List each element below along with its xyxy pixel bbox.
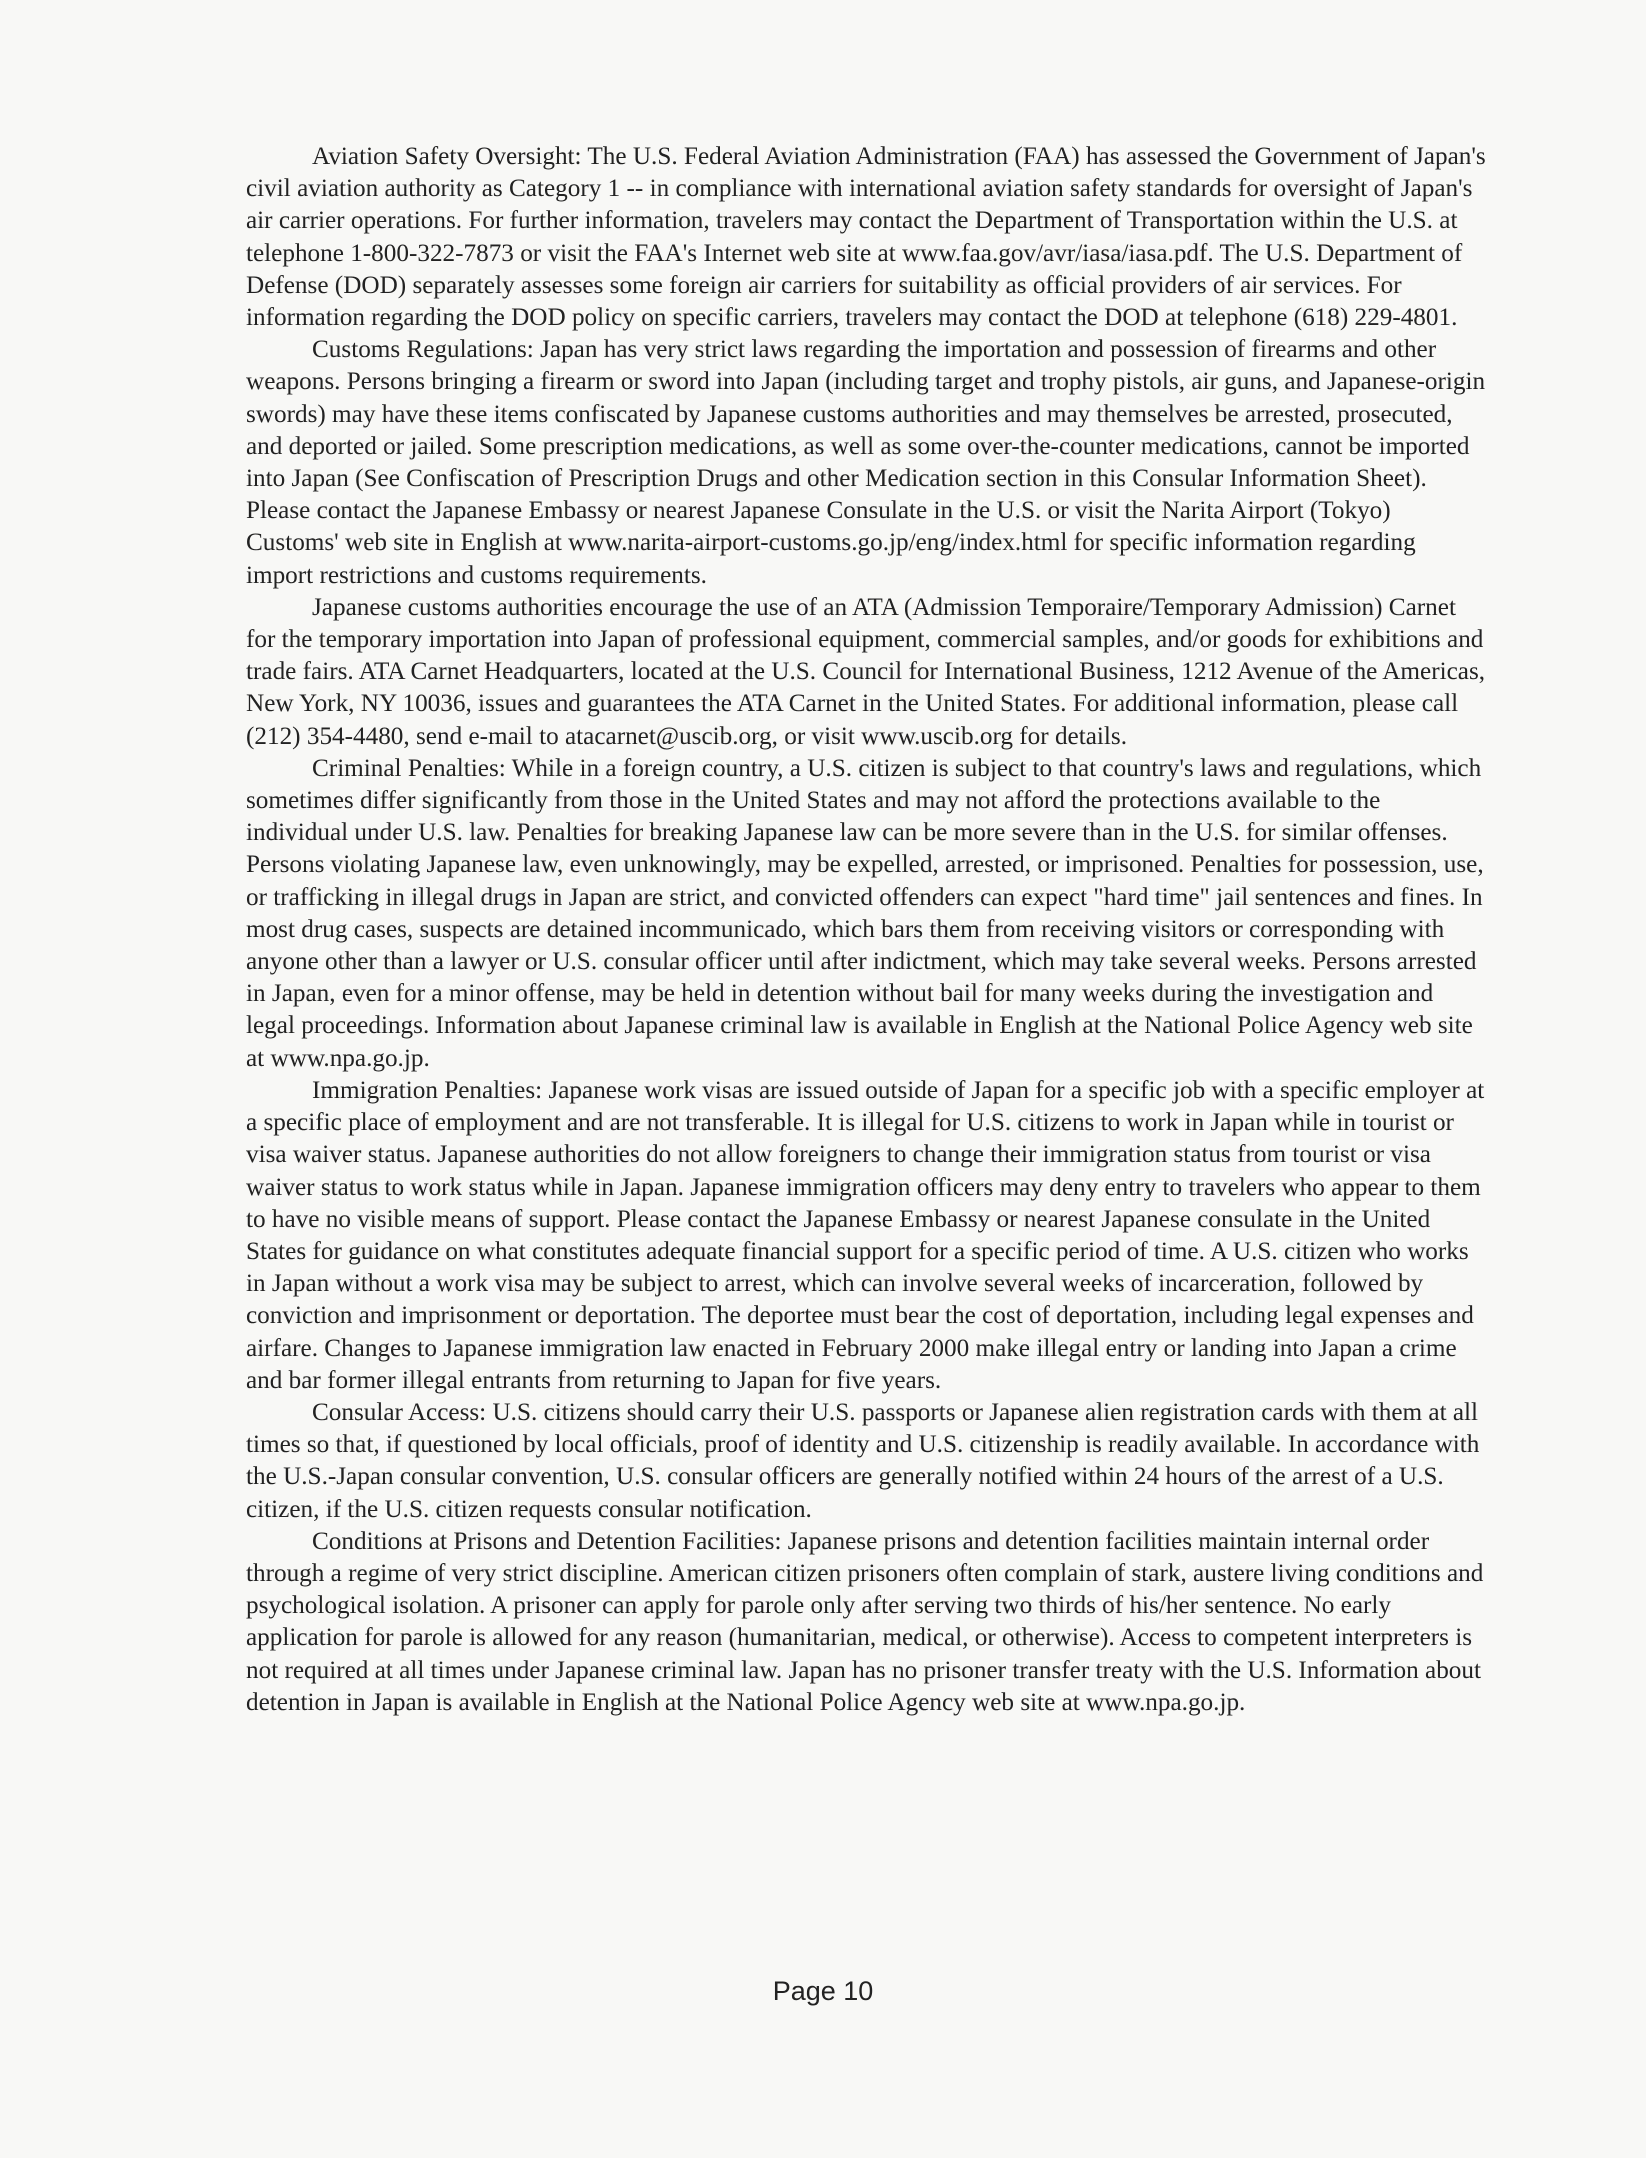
body-text [246, 141, 1486, 1719]
page-number: Page 10 [772, 1976, 874, 2006]
paragraph-criminal-penalties: Criminal Penalties: While in a foreign country, a U.S. citizen is subject to that country's laws and regulations, which sometimes differ significantly from those in the United States and may not afford the protections available to the individual under U.S. law. Penalties for breaking Japanese law can be more severe than in the U.S. for similar offenses. Persons violating Japanese law, even unknowingly, may be expelled, arrested, or imprisoned. Penalties for possession, use, or trafficking in illegal drugs in Japan are strict, and convicted offenders can expect "hard time" jail sentences and fines. In most drug cases, suspects are detained incommunicado, which bars them from receiving visitors or corresponding with anyone other than a lawyer or U.S. consular officer until after indictment, which may take several weeks. Persons arrested in Japan, even for a minor offense, may be held in detention without bail for many weeks during the investigation and legal proceedings. Information about Japanese criminal law is available in English at the National Police Agency web site at www.npa.go.jp. [246, 754, 1484, 1072]
paragraph-ata-carnet: Japanese customs authorities encourage the use of an ATA (Admission Temporaire/Temporary Admission) Carnet for the temporary importation into Japan of professional equipment, commercial samples, and/or goods for exhibitions and trade fairs. ATA Carnet Headquarters, located at the U.S. Council for International Business, 1212 Avenue of the Americas, New York, NY 10036, issues and guarantees the ATA Carnet in the United States. For additional information, please call (212) 354-4480, send e-mail to atacarnet@uscib.org, or visit www.uscib.org for details. [246, 593, 1486, 750]
paragraph-prison-conditions: Conditions at Prisons and Detention Facilities: Japanese prisons and detention facilities maintain internal order through a regime of very strict discipline. American citizen prisoners often complain of stark, austere living conditions and psychological isolation. A prisoner can apply for parole only after serving two thirds of his/her sentence. No early application for parole is allowed for any reason (humanitarian, medical, or otherwise). Access to competent interpreters is not required at all times under Japanese criminal law. Japan has no prisoner transfer treaty with the U.S. Information about detention in Japan is available in English at the National Police Agency web site at www.npa.go.jp. [246, 1527, 1484, 1716]
paragraph-immigration-penalties: Immigration Penalties: Japanese work visas are issued outside of Japan for a specific job with a specific employer at a specific place of employment and are not transferable. It is illegal for U.S. citizens to work in Japan while in tourist or visa waiver status. Japanese authorities do not allow foreigners to change their immigration status from tourist or visa waiver status to work status while in Japan. Japanese immigration officers may deny entry to travelers who appear to them to have no visible means of support. Please contact the Japanese Embassy or nearest Japanese consulate in the United States for guidance on what constitutes adequate financial support for a specific period of time. A U.S. citizen who works in Japan without a work visa may be subject to arrest, which can involve several weeks of incarceration, followed by conviction and imprisonment or deportation. The deportee must bear the cost of deportation, including legal expenses and airfare. Changes to Japanese immigration law enacted in February 2000 make illegal entry or landing into Japan a crime and bar former illegal entrants from returning to Japan for five years. [246, 1076, 1485, 1394]
paragraph-consular-access: Consular Access: U.S. citizens should carry their U.S. passports or Japanese alien registration cards with them at all times so that, if questioned by local officials, proof of identity and U.S. citizenship is readily available. In accordance with the U.S.-Japan consular convention, U.S. consular officers are generally notified within 24 hours of the arrest of a U.S. citizen, if the U.S. citizen requests consular notification. [246, 1398, 1480, 1523]
paragraph-aviation-safety-oversight: Aviation Safety Oversight: The U.S. Federal Aviation Administration (FAA) has assessed the Government of Japan's civil aviation authority as Category 1 -- in compliance with international aviation safety standards for oversight of Japan's air carrier operations. For further information, travelers may contact the Department of Transportation within the U.S. at telephone 1-800-322-7873 or visit the FAA's Internet web site at www.faa.gov/avr/iasa/iasa.pdf. The U.S. Department of Defense (DOD) separately assesses some foreign air carriers for suitability as official providers of air services. For information regarding the DOD policy on specific carriers, travelers may contact the DOD at telephone (618) 229-4801. [246, 143, 1486, 332]
paragraph-customs-regulations: Customs Regulations: Japan has very strict laws regarding the importation and possession of firearms and other weapons. Persons bringing a firearm or sword into Japan (including target and trophy pistols, air guns, and Japanese-origin swords) may have these items confiscated by Japanese customs authorities and may themselves be arrested, prosecuted, and deported or jailed. Some prescription medications, as well as some over-the-counter medications, cannot be imported into Japan (See Confiscation of Prescription Drugs and other Medication section in this Consular Information Sheet). Please contact the Japanese Embassy or nearest Japanese Consulate in the U.S. or visit the Narita Airport (Tokyo) Customs' web site in English at www.narita-airport-customs.go.jp/eng/index.html for specific information regarding import restrictions and customs requirements. [246, 336, 1486, 589]
